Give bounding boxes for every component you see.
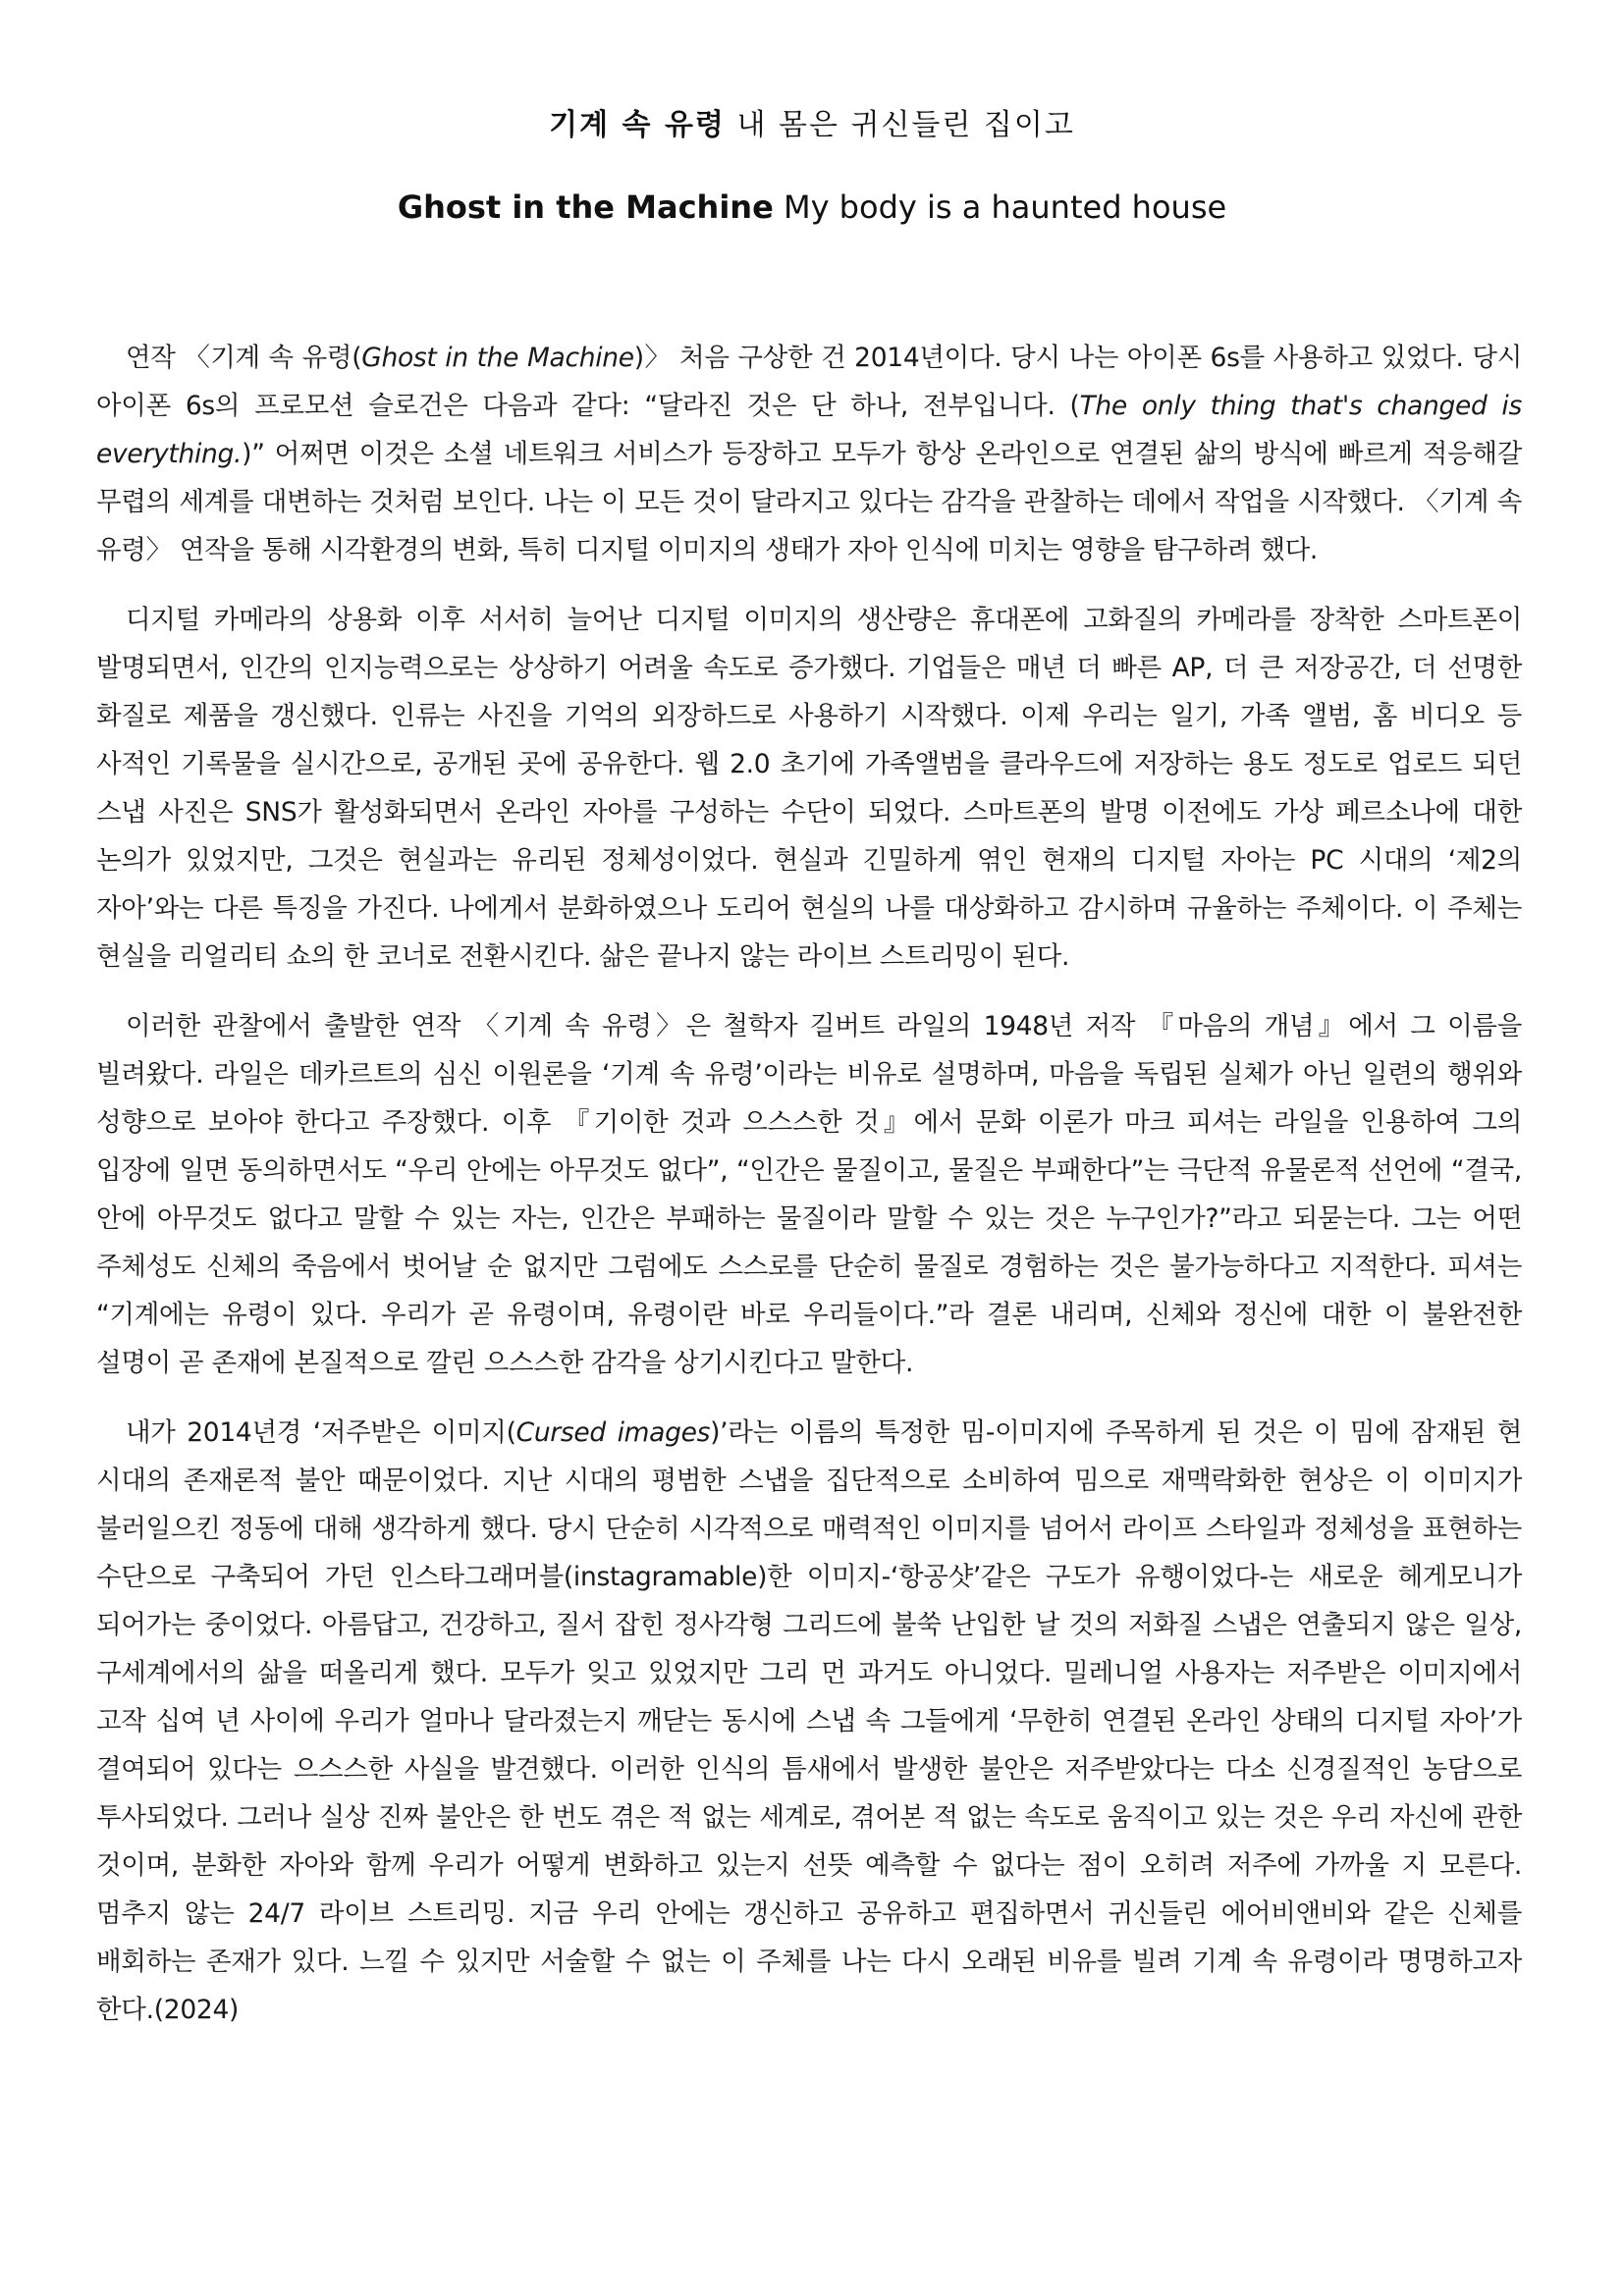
english-title-rest: My body is a haunted house [773, 188, 1227, 226]
paragraph-3-text: 이러한 관찰에서 출발한 연작 〈기계 속 유령〉은 철학자 길버트 라일의 1948년 저작 『마음의 개념』에서 그 이름을 빌려왔다. 라일은 데카르트의 심신 이원론을 ‘기계 속 유령’이라는 비유로 설명하며, 마음을 독립된 실체가 아닌 일련의 행위와 성향으로 보아야 한다고 주장했다. 이후 『기이한 것과 으스스한 것』에서 문화 이론가 마크 피셔는 라일을 인용하여 그의 입장에 일면 동의하면서도 “우리 안에는 아무것도 없다”, “인간은 물질이고, 물질은 부패한다”는 극단적 유물론적 선언에 “결국, 안에 아무것도 없다고 말할 수 있는 자는, 인간은 부패하는 물질이라 말할 수 있는 것은 누구인가?”라고 되묻는다. 그는 어떤 주체성도 신체의 죽음에서 벗어날 순 없지만 그럼에도 스스로를 단순히 물질로 경험하는 것은 불가능하다고 지적한다. 피셔는 “기계에는 유령이 있다. 우리가 곧 유령이며, 유령이란 바로 우리들이다.”라 결론 내리며, 신체와 정신에 대한 이 불완전한 설명이 곧 존재에 본질적으로 깔린 으스스한 감각을 상기시킨다고 말한다. [96, 1011, 1522, 1378]
paragraph-2-text: 디지털 카메라의 상용화 이후 서서히 늘어난 디지털 이미지의 생산량은 휴대폰에 고화질의 카메라를 장착한 스마트폰이 발명되면서, 인간의 인지능력으로는 상상하기 어려울 속도로 증가했다. 기업들은 매년 더 빠른 AP, 더 큰 저장공간, 더 선명한 화질로 제품을 갱신했다. 인류는 사진을 기억의 외장하드로 사용하기 시작했다. 이제 우리는 일기, 가족 앨범, 홈 비디오 등 사적인 기록물을 실시간으로, 공개된 곳에 공유한다. 웹 2.0 초기에 가족앨범을 클라우드에 저장하는 용도 정도로 업로드 되던 스냅 사진은 SNS가 활성화되면서 온라인 자아를 구성하는 수단이 되었다. 스마트폰의 발명 이전에도 가상 페르소나에 대한 논의가 있었지만, 그것은 현실과는 유리된 정체성이었다. 현실과 긴밀하게 엮인 현재의 디지털 자아는 PC 시대의 ‘제2의 자아’와는 다른 특징을 가진다. 나에게서 분화하였으나 도리어 현실의 나를 대상화하고 감시하며 규율하는 주체이다. 이 주체는 현실을 리얼리티 쇼의 한 코너로 전환시킨다. 삶은 끝나지 않는 라이브 스트리밍이 된다. [96, 605, 1522, 972]
paragraph-1-italic-slogan: The only thing that's changed is everything. [96, 391, 1522, 469]
paragraph-4 [96, 1409, 1522, 2034]
paragraph-4-part-a: 내가 2014년경 ‘저주받은 이미지( [126, 1417, 516, 1448]
korean-title-bold: 기계 속 유령 [549, 108, 726, 142]
paragraph-1 [96, 334, 1522, 574]
paragraph-4-part-c: )’라는 이름의 특정한 밈-이미지에 주목하게 된 것은 이 밈에 잠재된 현 시대의 존재론적 불안 때문이었다. 지난 시대의 평범한 스냅을 집단적으로 소비하여 밈으로 재맥락화한 현상은 이 이미지가 불러일으킨 정동에 대해 생각하게 했다. 당시 단순히 시각적으로 매력적인 이미지를 넘어서 라이프 스타일과 정체성을 표현하는 수단으로 구축되어 가던 인스타그래머블(instagramable)한 이미지-‘항공샷’같은 구도가 유행이었다-는 새로운 헤게모니가 되어가는 중이었다. 아름답고, 건강하고, 질서 잡힌 정사각형 그리드에 불쑥 난입한 날 것의 저화질 스냅은 연출되지 않은 일상, 구세계에서의 삶을 떠올리게 했다. 모두가 잊고 있었지만 그리 먼 과거도 아니었다. 밀레니얼 사용자는 저주받은 이미지에서 고작 십여 년 사이에 우리가 얼마나 달라졌는지 깨닫는 동시에 스냅 속 그들에게 ‘무한히 연결된 온라인 상태의 디지털 자아’가 결여되어 있다는 으스스한 사실을 발견했다. 이러한 인식의 틈새에서 발생한 불안은 저주받았다는 다소 신경질적인 농담으로 투사되었다. 그러나 실상 진짜 불안은 한 번도 겪은 적 없는 세계로, 겪어본 적 없는 속도로 움직이고 있는 것은 우리 자신에 관한 것이며, 분화한 자아와 함께 우리가 어떻게 변화하고 있는지 선뜻 예측할 수 없다는 점이 오히려 저주에 가까울 지 모른다. 멈추지 않는 24/7 라이브 스트리밍. 지금 우리 안에는 갱신하고 공유하고 편집하면서 귀신들린 에어비앤비와 같은 신체를 배회하는 존재가 있다. 느낄 수 있지만 서술할 수 없는 이 주체를 나는 다시 오래된 비유를 빌려 기계 속 유령이라 명명하고자 한다.(2024) [96, 1417, 1523, 2025]
paragraph-1-italic-title: Ghost in the Machine [361, 343, 634, 373]
paragraph-1-part-a: 연작 〈기계 속 유령( [126, 343, 362, 373]
english-title-bold: Ghost in the Machine [397, 188, 774, 226]
paragraph-2 [96, 596, 1522, 981]
english-title [0, 187, 1624, 228]
body-text [96, 334, 1522, 2056]
korean-title [0, 106, 1624, 145]
paragraph-1-part-c: )〉 처음 구상한 건 2014년이다. 당시 나는 아이폰 6s를 사용하고 있었다. 당시 아이폰 6s의 프로모션 슬로건은 다음과 같다: “달라진 것은 단 하나, 전부입니다. ( [96, 343, 1523, 421]
paragraph-3 [96, 1002, 1522, 1387]
paragraph-4-italic-term: Cursed images [515, 1417, 711, 1448]
paragraph-1-part-e: )” 어쩌면 이것은 소셜 네트워크 서비스가 등장하고 모두가 항상 온라인으로 연결된 삶의 방식에 빠르게 적응해갈 무렵의 세계를 대변하는 것처럼 보인다. 나는 이 모든 것이 달라지고 있다는 감각을 관찰하는 데에서 작업을 시작했다. 〈기계 속 유령〉 연작을 통해 시각환경의 변화, 특히 디지털 이미지의 생태가 자아 인식에 미치는 영향을 탐구하려 했다. [96, 439, 1522, 565]
korean-title-rest: 내 몸은 귀신들린 집이고 [725, 108, 1075, 142]
